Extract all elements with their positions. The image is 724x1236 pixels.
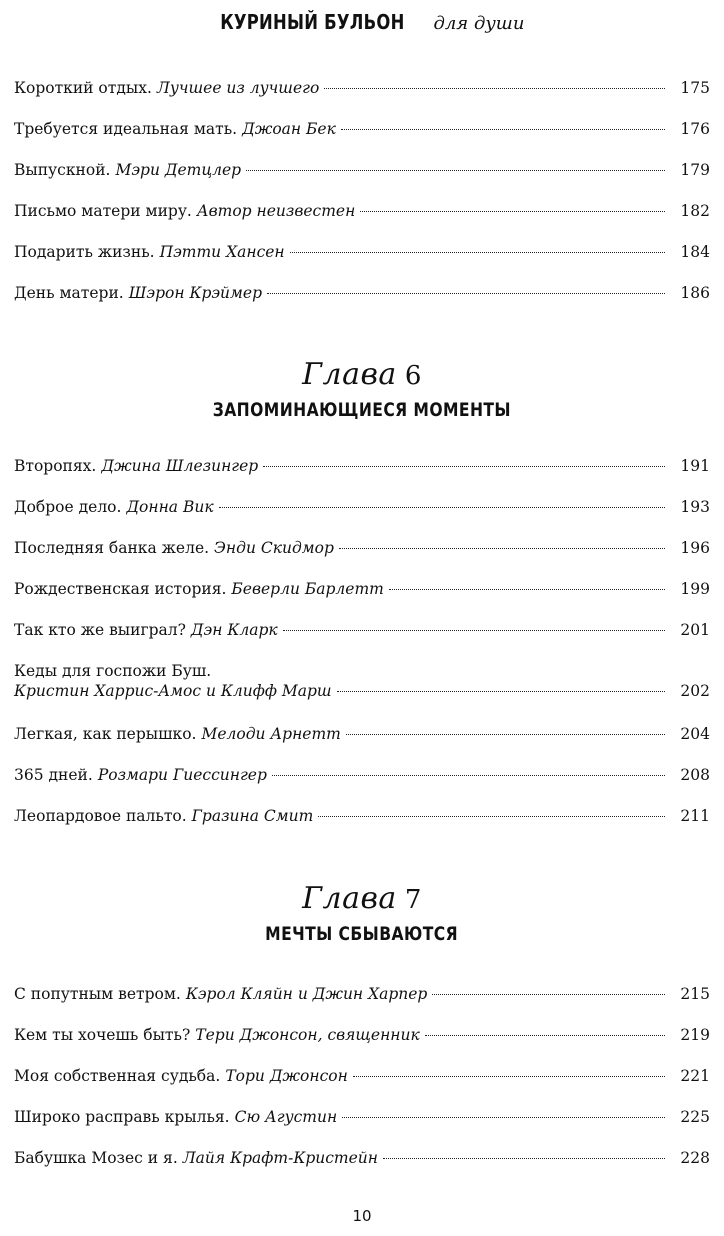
entry-author: Кристин Харрис-Амос и Клифф Марш — [14, 682, 332, 700]
chapter-6-heading — [0, 358, 724, 421]
entry-title: Выпускной. — [14, 161, 111, 179]
entry-page: 186 — [680, 284, 710, 302]
toc-entry[interactable] — [14, 661, 710, 724]
entry-author: Дэн Кларк — [190, 621, 278, 639]
toc-entry[interactable] — [14, 806, 710, 847]
toc-entry[interactable] — [14, 456, 710, 497]
toc-entry[interactable] — [14, 119, 710, 160]
dot-leader — [246, 170, 665, 171]
entry-title: Письмо матери миру. — [14, 202, 192, 220]
dot-leader — [339, 548, 665, 549]
entry-title: Широко расправь крылья. — [14, 1108, 230, 1126]
entry-page: 201 — [680, 621, 710, 639]
dot-leader — [360, 211, 665, 212]
toc-entry[interactable] — [14, 1025, 710, 1066]
entry-page: 182 — [680, 202, 710, 220]
entry-title: Второпях. — [14, 457, 97, 475]
toc-entry[interactable] — [14, 1107, 710, 1148]
dot-leader — [263, 466, 665, 467]
header-title: КУРИНЫЙ БУЛЬОН — [219, 10, 405, 34]
dot-leader — [389, 589, 665, 590]
entry-title: Моя собственная судьба. — [14, 1067, 221, 1085]
dot-leader — [353, 1076, 665, 1077]
chapter-title: МЕЧТЫ СБЫВАЮТСЯ — [265, 923, 459, 945]
entry-page: 211 — [680, 807, 710, 825]
entry-title: 365 дней. — [14, 766, 93, 784]
entry-title: Легкая, как перышко. — [14, 725, 197, 743]
entry-title: Последняя банка желе. — [14, 539, 210, 557]
entry-author: Джина Шлезингер — [101, 457, 259, 475]
entry-author: Автор неизвестен — [196, 202, 356, 220]
entry-author: Тори Джонсон — [225, 1067, 348, 1085]
entry-author: Джоан Бек — [242, 120, 336, 138]
dot-leader — [342, 1117, 665, 1118]
entry-title: День матери. — [14, 284, 124, 302]
toc-entry[interactable] — [14, 724, 710, 765]
entry-title: Короткий отдых. — [14, 79, 152, 97]
entry-author: Шэрон Крэймер — [128, 284, 262, 302]
dot-leader — [425, 1035, 665, 1036]
entry-title: Бабушка Мозес и я. — [14, 1149, 178, 1167]
entry-page: 215 — [680, 985, 710, 1003]
toc-entry[interactable] — [14, 1066, 710, 1107]
entry-author: Пэтти Хансен — [159, 243, 285, 261]
toc-entry[interactable] — [14, 579, 710, 620]
entry-author: Кэрол Кляйн и Джин Харпер — [185, 985, 428, 1003]
running-header — [0, 10, 724, 34]
entry-page: 176 — [680, 120, 710, 138]
entry-page: 208 — [680, 766, 710, 784]
chapter-number: 7 — [404, 885, 422, 915]
entry-page: 219 — [680, 1026, 710, 1044]
toc-entry[interactable] — [14, 538, 710, 579]
entry-author: Мэри Детцлер — [115, 161, 242, 179]
dot-leader — [290, 252, 665, 253]
entry-author: Сю Агустин — [234, 1108, 338, 1126]
chapter-label — [0, 358, 724, 393]
entry-page: 175 — [680, 79, 710, 97]
toc-section-chapter-6 — [14, 456, 710, 847]
entry-author: Беверли Барлетт — [231, 580, 384, 598]
entry-title: Доброе дело. — [14, 498, 122, 516]
chapter-number: 6 — [404, 361, 422, 391]
entry-page: 184 — [680, 243, 710, 261]
entry-page: 196 — [680, 539, 710, 557]
toc-entry[interactable] — [14, 497, 710, 538]
entry-page: 228 — [680, 1149, 710, 1167]
page-number: 10 — [352, 1207, 372, 1225]
entry-title: Рождественская история. — [14, 580, 227, 598]
dot-leader — [341, 129, 665, 130]
toc-entry[interactable] — [14, 620, 710, 661]
toc-entry[interactable] — [14, 765, 710, 806]
chapter-word: Глава — [302, 881, 397, 916]
entry-page: 221 — [680, 1067, 710, 1085]
entry-author: Мелоди Арнетт — [201, 725, 341, 743]
dot-leader — [283, 630, 665, 631]
entry-author: Донна Вик — [126, 498, 214, 516]
entry-title: Кем ты хочешь быть? — [14, 1026, 191, 1044]
dot-leader — [267, 293, 665, 294]
entry-title: Кеды для госпожи Буш. — [14, 662, 212, 680]
entry-author: Лайя Крафт-Кристейн — [182, 1149, 378, 1167]
dot-leader — [324, 88, 665, 89]
entry-page: 199 — [680, 580, 710, 598]
toc-entry[interactable] — [14, 78, 710, 119]
toc-section-chapter-7 — [14, 984, 710, 1189]
dot-leader — [337, 691, 665, 692]
dot-leader — [219, 507, 665, 508]
dot-leader — [318, 816, 665, 817]
toc-section-top — [14, 78, 710, 324]
entry-author: Гразина Смит — [191, 807, 314, 825]
chapter-word: Глава — [302, 357, 397, 392]
entry-title: Леопардовое пальто. — [14, 807, 187, 825]
dot-leader — [432, 994, 665, 995]
dot-leader — [383, 1158, 665, 1159]
chapter-title: ЗАПОМИНАЮЩИЕСЯ МОМЕНТЫ — [212, 399, 512, 421]
entry-page: 204 — [680, 725, 710, 743]
chapter-7-heading — [0, 882, 724, 945]
entry-page: 179 — [680, 161, 710, 179]
entry-author: Лучшее из лучшего — [156, 79, 320, 97]
entry-page: 193 — [680, 498, 710, 516]
entry-page: 202 — [680, 682, 710, 700]
entry-author: Тери Джонсон, священник — [195, 1026, 420, 1044]
dot-leader — [346, 734, 665, 735]
entry-page: 191 — [680, 457, 710, 475]
entry-title: Требуется идеальная мать. — [14, 120, 238, 138]
entry-page: 225 — [680, 1108, 710, 1126]
toc-entry[interactable] — [14, 1148, 710, 1189]
toc-entry[interactable] — [14, 160, 710, 201]
toc-entry[interactable] — [14, 283, 710, 324]
entry-title: Так кто же выиграл? — [14, 621, 186, 639]
entry-author: Розмари Гиессингер — [97, 766, 267, 784]
header-script: для души — [433, 13, 525, 34]
entry-author: Энди Скидмор — [214, 539, 334, 557]
dot-leader — [272, 775, 665, 776]
entry-title: Подарить жизнь. — [14, 243, 155, 261]
chapter-label — [0, 882, 724, 917]
entry-title: С попутным ветром. — [14, 985, 181, 1003]
toc-entry[interactable] — [14, 201, 710, 242]
toc-entry[interactable] — [14, 984, 710, 1025]
toc-entry[interactable] — [14, 242, 710, 283]
